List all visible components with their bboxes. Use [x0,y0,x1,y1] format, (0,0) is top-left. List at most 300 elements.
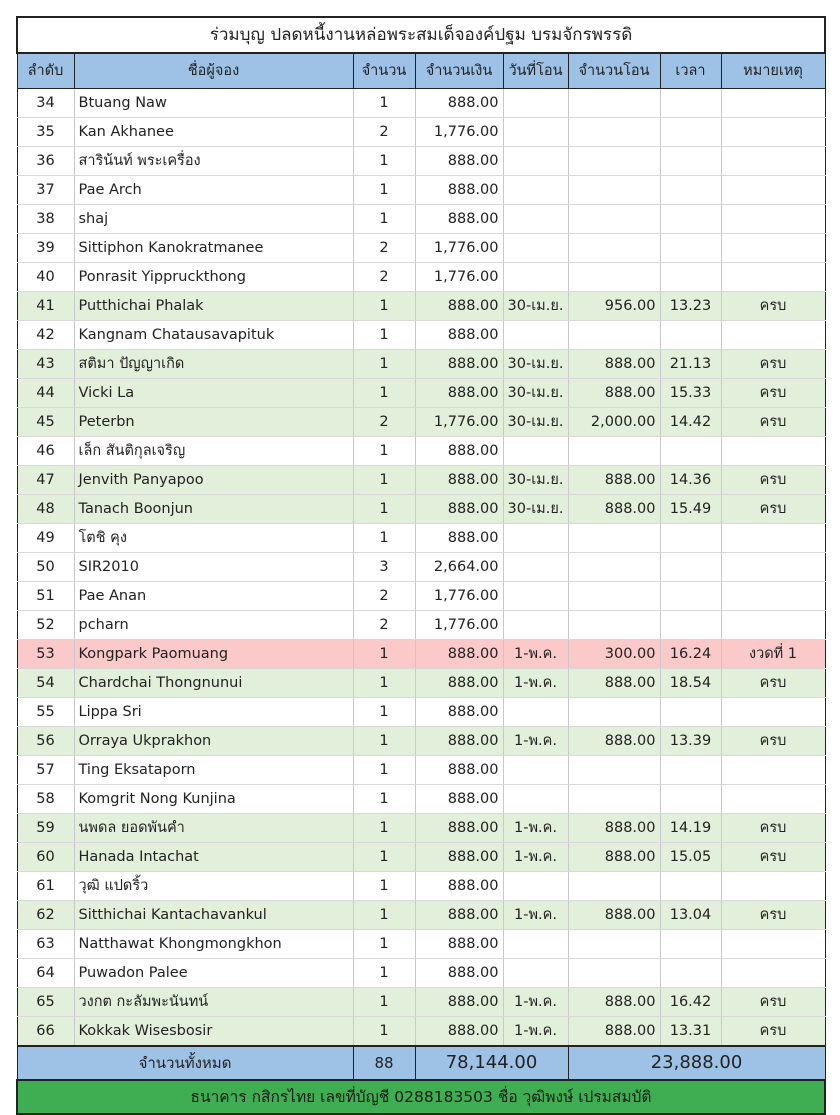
donor-name-cell: Vicki La [74,379,353,408]
totals-amount: 78,144.00 [415,1046,568,1080]
table-row [17,263,825,292]
transfer-amount-cell [568,118,660,147]
table-row [17,843,825,872]
amount-cell: 888.00 [415,524,503,553]
transfer-date-cell [503,553,568,582]
quantity-cell: 1 [353,205,415,234]
row-number-cell: 53 [17,640,74,669]
table-row [17,930,825,959]
table-row [17,698,825,727]
quantity-cell: 2 [353,611,415,640]
donor-name-cell: Pae Arch [74,176,353,205]
row-number-cell: 65 [17,988,74,1017]
amount-cell: 888.00 [415,379,503,408]
transfer-date-cell: 30-เม.ย. [503,292,568,321]
table-row [17,756,825,785]
quantity-cell: 1 [353,698,415,727]
transfer-time-cell [660,321,721,350]
transfer-date-cell: 1-พ.ค. [503,669,568,698]
amount-cell: 888.00 [415,698,503,727]
quantity-cell: 1 [353,930,415,959]
quantity-cell: 1 [353,321,415,350]
amount-cell: 888.00 [415,321,503,350]
donor-name-cell: SIR2010 [74,553,353,582]
transfer-amount-cell: 888.00 [568,988,660,1017]
transfer-time-cell: 21.13 [660,350,721,379]
col-header-date: วันที่โอน [503,53,568,89]
row-number-cell: 56 [17,727,74,756]
col-header-qty: จำนวน [353,53,415,89]
table-row [17,147,825,176]
note-cell [721,263,825,292]
transfer-time-cell [660,872,721,901]
donor-name-cell: นพดล ยอดพันคำ [74,814,353,843]
note-cell [721,872,825,901]
row-number-cell: 55 [17,698,74,727]
totals-transferred: 23,888.00 [568,1046,825,1080]
transfer-time-cell: 13.31 [660,1017,721,1047]
donor-name-cell: Ponrasit Yippruckthong [74,263,353,292]
amount-cell: 888.00 [415,872,503,901]
quantity-cell: 1 [353,292,415,321]
table-row [17,89,825,118]
transfer-time-cell: 15.05 [660,843,721,872]
donor-name-cell: สติมา ปัญญาเกิด [74,350,353,379]
quantity-cell: 1 [353,727,415,756]
pledge-spreadsheet [16,16,824,1115]
note-cell [721,582,825,611]
quantity-cell: 1 [353,176,415,205]
table-row [17,785,825,814]
note-cell [721,234,825,263]
transfer-amount-cell [568,785,660,814]
donor-name-cell: Kongpark Paomuang [74,640,353,669]
transfer-time-cell [660,147,721,176]
transfer-time-cell: 18.54 [660,669,721,698]
amount-cell: 888.00 [415,350,503,379]
transfer-time-cell: 16.42 [660,988,721,1017]
transfer-time-cell [660,611,721,640]
col-header-no: ลำดับ [17,53,74,89]
transfer-date-cell [503,321,568,350]
amount-cell: 888.00 [415,959,503,988]
quantity-cell: 1 [353,872,415,901]
note-cell: ครบ [721,727,825,756]
note-cell [721,756,825,785]
amount-cell: 888.00 [415,147,503,176]
amount-cell: 888.00 [415,727,503,756]
col-header-note: หมายเหตุ [721,53,825,89]
quantity-cell: 1 [353,756,415,785]
transfer-time-cell [660,437,721,466]
quantity-cell: 1 [353,843,415,872]
totals-label: จำนวนทั้งหมด [17,1046,353,1080]
note-cell: ครบ [721,669,825,698]
table-row [17,814,825,843]
transfer-date-cell [503,205,568,234]
transfer-date-cell: 1-พ.ค. [503,727,568,756]
transfer-date-cell: 1-พ.ค. [503,988,568,1017]
quantity-cell: 1 [353,669,415,698]
donor-name-cell: Kokkak Wisesbosir [74,1017,353,1047]
quantity-cell: 2 [353,263,415,292]
row-number-cell: 47 [17,466,74,495]
note-cell [721,205,825,234]
amount-cell: 888.00 [415,205,503,234]
row-number-cell: 35 [17,118,74,147]
transfer-date-cell [503,524,568,553]
table-row [17,437,825,466]
quantity-cell: 2 [353,582,415,611]
transfer-date-cell [503,959,568,988]
row-number-cell: 50 [17,553,74,582]
transfer-amount-cell: 888.00 [568,669,660,698]
table-row [17,379,825,408]
donor-name-cell: Tanach Boonjun [74,495,353,524]
sheet-title: ร่วมบุญ ปลดหนี้งานหล่อพระสมเด็จองค์ปฐม บรมจักรพรรดิ [17,17,825,53]
transfer-date-cell [503,176,568,205]
quantity-cell: 1 [353,466,415,495]
transfer-date-cell [503,756,568,785]
amount-cell: 1,776.00 [415,611,503,640]
table-row [17,901,825,930]
col-header-amount: จำนวนเงิน [415,53,503,89]
donor-name-cell: Sitthichai Kantachavankul [74,901,353,930]
transfer-amount-cell: 888.00 [568,727,660,756]
header-row [17,53,825,89]
bank-account-info: ธนาคาร กสิกรไทย เลขที่บัญชี 0288183503 ชื่อ วุฒิพงษ์ เปรมสมบัติ [17,1080,825,1114]
note-cell [721,437,825,466]
note-cell: ครบ [721,495,825,524]
row-number-cell: 39 [17,234,74,263]
amount-cell: 888.00 [415,437,503,466]
donor-name-cell: โตชิ คุง [74,524,353,553]
quantity-cell: 1 [353,640,415,669]
donor-name-cell: Putthichai Phalak [74,292,353,321]
quantity-cell: 2 [353,118,415,147]
row-number-cell: 57 [17,756,74,785]
transfer-time-cell [660,205,721,234]
transfer-amount-cell [568,872,660,901]
transfer-time-cell: 13.39 [660,727,721,756]
transfer-amount-cell: 2,000.00 [568,408,660,437]
transfer-date-cell [503,89,568,118]
amount-cell: 1,776.00 [415,118,503,147]
totals-row [17,1046,825,1080]
transfer-amount-cell [568,437,660,466]
amount-cell: 888.00 [415,669,503,698]
row-number-cell: 43 [17,350,74,379]
amount-cell: 888.00 [415,640,503,669]
transfer-time-cell [660,176,721,205]
transfer-time-cell [660,756,721,785]
transfer-time-cell [660,785,721,814]
quantity-cell: 1 [353,524,415,553]
pledge-table [16,16,826,1115]
row-number-cell: 49 [17,524,74,553]
row-number-cell: 42 [17,321,74,350]
transfer-time-cell [660,263,721,292]
amount-cell: 888.00 [415,901,503,930]
transfer-time-cell: 15.49 [660,495,721,524]
transfer-amount-cell [568,263,660,292]
transfer-date-cell [503,263,568,292]
quantity-cell: 1 [353,814,415,843]
amount-cell: 1,776.00 [415,263,503,292]
transfer-date-cell [503,785,568,814]
donor-name-cell: วุฒิ แปดริ้ว [74,872,353,901]
row-number-cell: 34 [17,89,74,118]
transfer-time-cell: 14.19 [660,814,721,843]
quantity-cell: 1 [353,988,415,1017]
row-number-cell: 44 [17,379,74,408]
note-cell: งวดที่ 1 [721,640,825,669]
note-cell: ครบ [721,1017,825,1047]
transfer-amount-cell [568,321,660,350]
quantity-cell: 1 [353,147,415,176]
transfer-time-cell: 14.36 [660,466,721,495]
row-number-cell: 52 [17,611,74,640]
donor-name-cell: Chardchai Thongnunui [74,669,353,698]
transfer-time-cell [660,698,721,727]
table-row [17,872,825,901]
quantity-cell: 1 [353,495,415,524]
note-cell: ครบ [721,466,825,495]
transfer-date-cell [503,234,568,263]
donor-name-cell: Kangnam Chatausavapituk [74,321,353,350]
transfer-amount-cell: 888.00 [568,466,660,495]
transfer-amount-cell [568,582,660,611]
row-number-cell: 59 [17,814,74,843]
transfer-amount-cell [568,930,660,959]
table-row [17,350,825,379]
transfer-date-cell: 30-เม.ย. [503,495,568,524]
title-row [17,17,825,53]
quantity-cell: 3 [353,553,415,582]
row-number-cell: 66 [17,1017,74,1047]
donor-name-cell: Ting Eksataporn [74,756,353,785]
transfer-amount-cell [568,756,660,785]
transfer-amount-cell [568,959,660,988]
transfer-date-cell: 1-พ.ค. [503,843,568,872]
row-number-cell: 61 [17,872,74,901]
donor-name-cell: Lippa Sri [74,698,353,727]
table-row [17,959,825,988]
col-header-name: ชื่อผู้จอง [74,53,353,89]
note-cell: ครบ [721,988,825,1017]
amount-cell: 888.00 [415,466,503,495]
table-row [17,988,825,1017]
transfer-date-cell: 1-พ.ค. [503,901,568,930]
row-number-cell: 51 [17,582,74,611]
transfer-amount-cell: 300.00 [568,640,660,669]
quantity-cell: 1 [353,350,415,379]
note-cell [721,118,825,147]
quantity-cell: 1 [353,437,415,466]
quantity-cell: 2 [353,234,415,263]
amount-cell: 888.00 [415,176,503,205]
note-cell [721,553,825,582]
bank-row [17,1080,825,1114]
transfer-date-cell [503,698,568,727]
note-cell: ครบ [721,379,825,408]
donor-name-cell: สาริน้นท์ พระเครื่อง [74,147,353,176]
note-cell [721,321,825,350]
transfer-time-cell: 16.24 [660,640,721,669]
donor-name-cell: เล็ก สันติกุลเจริญ [74,437,353,466]
row-number-cell: 60 [17,843,74,872]
donor-name-cell: Hanada Intachat [74,843,353,872]
note-cell [721,611,825,640]
amount-cell: 888.00 [415,292,503,321]
transfer-date-cell [503,872,568,901]
donor-name-cell: Pae Anan [74,582,353,611]
transfer-date-cell [503,147,568,176]
transfer-time-cell: 15.33 [660,379,721,408]
transfer-date-cell: 30-เม.ย. [503,379,568,408]
table-row [17,292,825,321]
table-row [17,234,825,263]
note-cell [721,524,825,553]
note-cell [721,930,825,959]
note-cell: ครบ [721,408,825,437]
donor-name-cell: Sittiphon Kanokratmanee [74,234,353,263]
transfer-date-cell: 30-เม.ย. [503,408,568,437]
row-number-cell: 41 [17,292,74,321]
row-number-cell: 48 [17,495,74,524]
amount-cell: 888.00 [415,930,503,959]
row-number-cell: 40 [17,263,74,292]
donor-name-cell: Puwadon Palee [74,959,353,988]
transfer-time-cell [660,582,721,611]
transfer-time-cell [660,118,721,147]
donor-name-cell: Btuang Naw [74,89,353,118]
table-row [17,466,825,495]
transfer-time-cell [660,524,721,553]
transfer-amount-cell: 888.00 [568,901,660,930]
transfer-time-cell: 13.04 [660,901,721,930]
note-cell [721,176,825,205]
donor-name-cell: Orraya Ukprakhon [74,727,353,756]
transfer-amount-cell [568,147,660,176]
note-cell [721,959,825,988]
transfer-amount-cell [568,234,660,263]
transfer-time-cell [660,930,721,959]
transfer-date-cell [503,582,568,611]
amount-cell: 1,776.00 [415,408,503,437]
amount-cell: 888.00 [415,814,503,843]
transfer-amount-cell: 888.00 [568,1017,660,1047]
note-cell: ครบ [721,814,825,843]
row-number-cell: 64 [17,959,74,988]
note-cell [721,89,825,118]
transfer-amount-cell [568,205,660,234]
transfer-date-cell: 30-เม.ย. [503,466,568,495]
transfer-date-cell [503,437,568,466]
transfer-amount-cell [568,553,660,582]
donor-name-cell: Komgrit Nong Kunjina [74,785,353,814]
row-number-cell: 54 [17,669,74,698]
amount-cell: 888.00 [415,988,503,1017]
transfer-time-cell: 13.23 [660,292,721,321]
row-number-cell: 45 [17,408,74,437]
amount-cell: 888.00 [415,756,503,785]
transfer-amount-cell: 888.00 [568,843,660,872]
note-cell [721,147,825,176]
transfer-date-cell [503,930,568,959]
row-number-cell: 36 [17,147,74,176]
transfer-amount-cell [568,524,660,553]
donor-name-cell: Natthawat Khongmongkhon [74,930,353,959]
table-row [17,495,825,524]
note-cell [721,698,825,727]
transfer-time-cell: 14.42 [660,408,721,437]
quantity-cell: 1 [353,89,415,118]
note-cell: ครบ [721,292,825,321]
table-row [17,1017,825,1047]
quantity-cell: 1 [353,1017,415,1047]
table-row [17,553,825,582]
amount-cell: 888.00 [415,843,503,872]
donor-name-cell: วงกต กะลัมพะนันทน์ [74,988,353,1017]
transfer-amount-cell: 888.00 [568,350,660,379]
transfer-time-cell [660,234,721,263]
donor-name-cell: Kan Akhanee [74,118,353,147]
transfer-amount-cell [568,611,660,640]
row-number-cell: 63 [17,930,74,959]
table-row [17,176,825,205]
amount-cell: 1,776.00 [415,234,503,263]
table-row [17,669,825,698]
note-cell: ครบ [721,350,825,379]
quantity-cell: 1 [353,901,415,930]
note-cell [721,785,825,814]
donor-name-cell: Peterbn [74,408,353,437]
col-header-time: เวลา [660,53,721,89]
donor-name-cell: shaj [74,205,353,234]
quantity-cell: 1 [353,959,415,988]
transfer-date-cell [503,611,568,640]
amount-cell: 888.00 [415,785,503,814]
row-number-cell: 62 [17,901,74,930]
row-number-cell: 37 [17,176,74,205]
table-row [17,582,825,611]
row-number-cell: 38 [17,205,74,234]
transfer-amount-cell: 888.00 [568,495,660,524]
transfer-time-cell [660,959,721,988]
table-row [17,321,825,350]
row-number-cell: 46 [17,437,74,466]
donor-name-cell: pcharn [74,611,353,640]
amount-cell: 888.00 [415,495,503,524]
table-row [17,640,825,669]
row-number-cell: 58 [17,785,74,814]
note-cell: ครบ [721,843,825,872]
transfer-date-cell: 1-พ.ค. [503,1017,568,1047]
table-row [17,524,825,553]
table-row [17,727,825,756]
quantity-cell: 2 [353,408,415,437]
amount-cell: 888.00 [415,89,503,118]
table-row [17,205,825,234]
totals-qty: 88 [353,1046,415,1080]
transfer-amount-cell [568,176,660,205]
amount-cell: 888.00 [415,1017,503,1047]
quantity-cell: 1 [353,785,415,814]
amount-cell: 1,776.00 [415,582,503,611]
transfer-date-cell [503,118,568,147]
transfer-date-cell: 1-พ.ค. [503,640,568,669]
